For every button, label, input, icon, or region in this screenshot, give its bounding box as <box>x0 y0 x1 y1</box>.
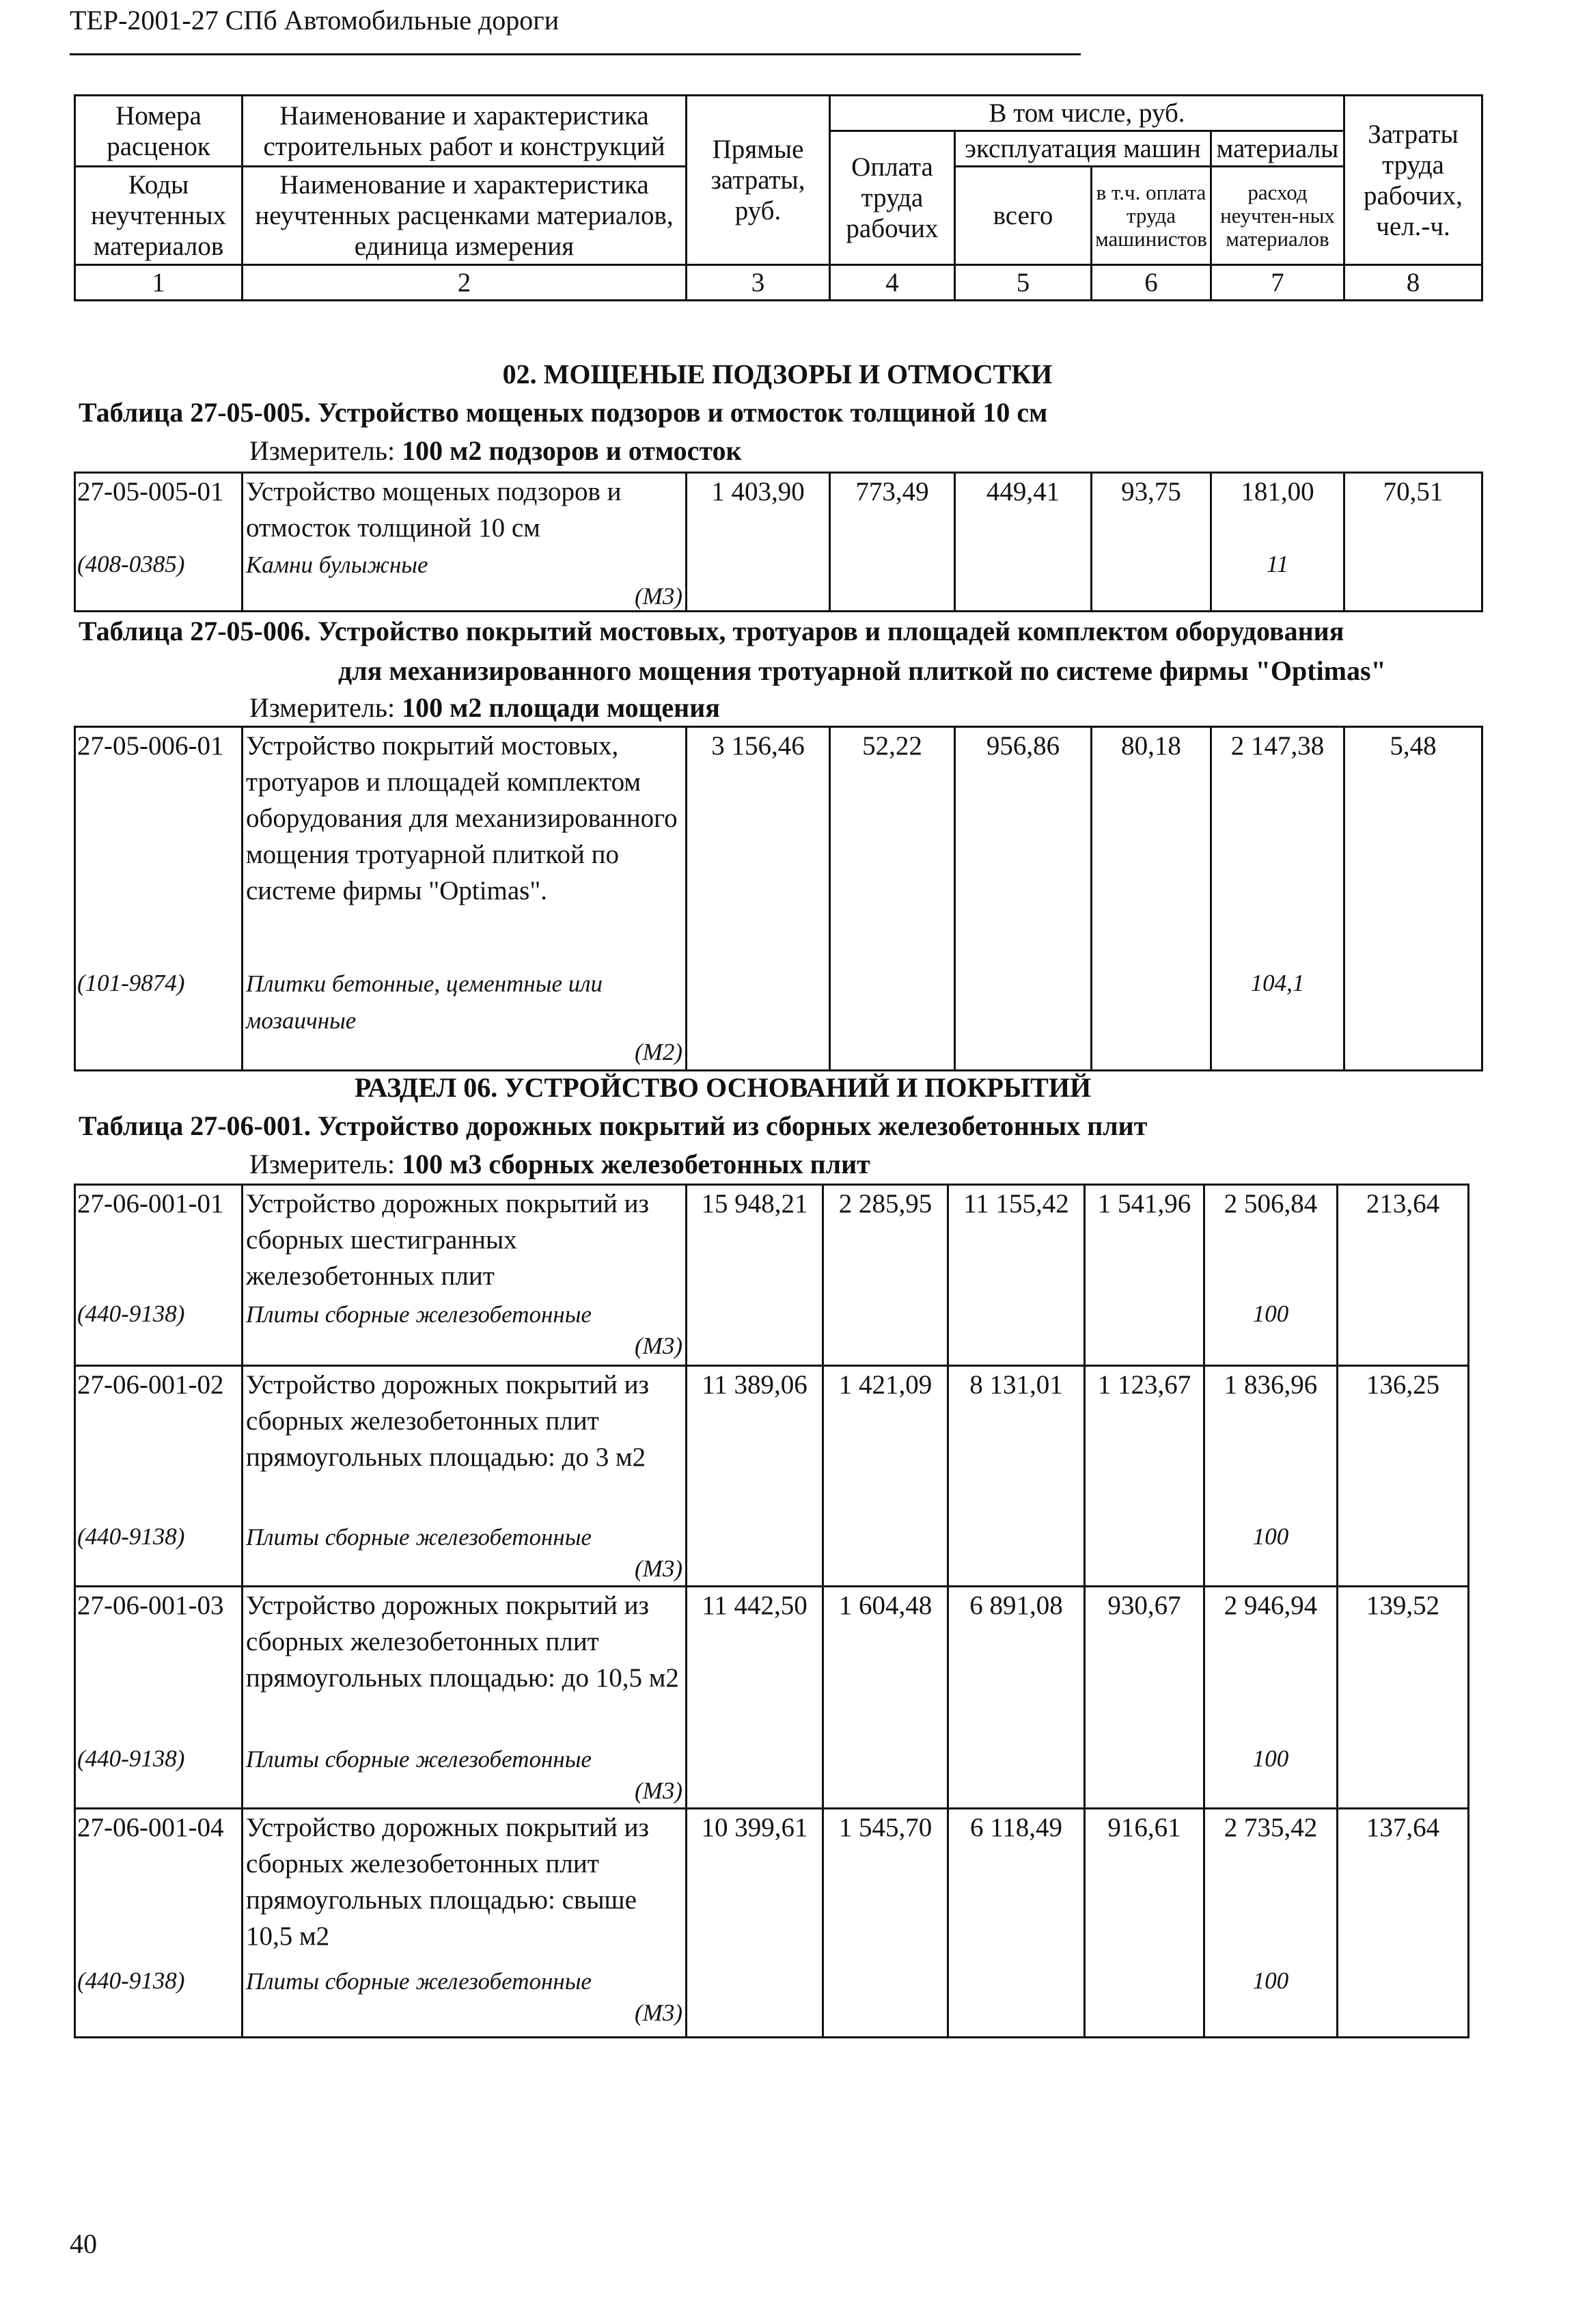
labor-hours: 137,64 <box>1338 1809 1469 1963</box>
labor-cost: 1 421,09 <box>823 1366 948 1518</box>
table-title: Таблица 27-06-001. Устройство дорожных покрытий из сборных железобетонных плит <box>79 1110 1148 1141</box>
header-rule <box>70 53 1081 55</box>
machines-labor: 916,61 <box>1085 1809 1204 1963</box>
material-quantity: 11 <box>1211 546 1344 612</box>
column-header-table <box>74 94 1483 301</box>
col-number: 6 <box>1092 265 1211 301</box>
col8-header: Затраты труда рабочих, чел.-ч. <box>1344 96 1482 265</box>
machines-total: 8 131,01 <box>948 1366 1085 1518</box>
table-row <box>75 1185 1469 1296</box>
material-name: Плитки бетонные, цементные или мозаичные <box>246 970 603 1034</box>
page-header: ТЕР-2001-27 СПб Автомобильные дороги <box>70 5 560 36</box>
labor-hours: 136,25 <box>1338 1366 1469 1518</box>
col2-top-header: Наименование и характеристика строительных работ и конструкций <box>243 96 687 167</box>
section-title: 02. МОЩЕНЫЕ ПОДЗОРЫ И ОТМОСТКИ <box>502 359 1053 389</box>
col5-header: всего <box>955 167 1092 265</box>
machines-labor: 1 541,96 <box>1085 1185 1204 1296</box>
group-header: В том числе, руб. <box>830 96 1344 131</box>
material-unit: (М3) <box>635 583 682 610</box>
machines-total: 449,41 <box>955 473 1092 547</box>
col7-header: расход неучтен-ных материалов <box>1211 167 1344 265</box>
rate-code: 27-06-001-02 <box>75 1366 243 1518</box>
rates-table-27-05-005 <box>74 471 1483 612</box>
material-quantity: 104,1 <box>1211 965 1344 1071</box>
rate-name: Устройство покрытий мостовых, тротуаров и площадей комплектом оборудования для механизированного мощения тротуарной плиткой по системе фирмы "Optimas". <box>243 727 687 965</box>
rate-name: Устройство дорожных покрытий из сборных железобетонных плит прямоугольных площадью: свыше 10,5 м2 <box>243 1809 687 1963</box>
material-row <box>75 1518 1469 1587</box>
measure-line <box>249 435 742 467</box>
labor-hours: 139,52 <box>1338 1587 1469 1740</box>
col-number: 8 <box>1344 265 1482 301</box>
material-name: Плиты сборные железобетонные <box>246 1967 592 1995</box>
materials-header: материалы <box>1211 131 1344 167</box>
col4-header: Оплата труда рабочих <box>830 131 955 265</box>
rate-name: Устройство дорожных покрытий из сборных железобетонных плит прямоугольных площадью: до 3 м2 <box>243 1366 687 1518</box>
material-row <box>75 546 1482 612</box>
material-name: Плиты сборные железобетонные <box>246 1300 592 1328</box>
col3-header: Прямые затраты, руб. <box>687 96 830 265</box>
material-code: (101-9874) <box>75 965 243 1071</box>
material-unit: (М2) <box>635 1038 682 1065</box>
labor-cost: 52,22 <box>830 727 955 965</box>
measure-value: 100 м3 сборных железобетонных плит <box>402 1149 870 1179</box>
direct-cost: 3 156,46 <box>687 727 830 965</box>
rate-code: 27-06-001-04 <box>75 1809 243 1963</box>
labor-cost: 2 285,95 <box>823 1185 948 1296</box>
col-number: 1 <box>75 265 243 301</box>
machines-total: 6 118,49 <box>948 1809 1085 1963</box>
machines-total: 956,86 <box>955 727 1092 965</box>
direct-cost: 10 399,61 <box>687 1809 823 1963</box>
col-number: 3 <box>687 265 830 301</box>
rate-name: Устройство мощеных подзоров и отмосток толщиной 10 см <box>243 473 687 547</box>
material-unit: (М3) <box>635 1777 682 1804</box>
material-code: (440-9138) <box>75 1740 243 1809</box>
table-title: Таблица 27-05-006. Устройство покрытий мостовых, тротуаров и площадей комплектом оборудования <box>79 616 1344 646</box>
labor-cost: 1 545,70 <box>823 1809 948 1963</box>
rate-name: Устройство дорожных покрытий из сборных железобетонных плит прямоугольных площадью: до 10,5 м2 <box>243 1587 687 1740</box>
machines-labor: 93,75 <box>1092 473 1211 547</box>
materials-cost: 2 946,94 <box>1204 1587 1338 1740</box>
col6-header: в т.ч. оплата труда машинистов <box>1092 167 1211 265</box>
measure-line <box>249 692 720 724</box>
table-row <box>75 727 1482 965</box>
material-name: Камни булыжные <box>246 551 428 578</box>
rate-name: Устройство дорожных покрытий из сборных шестигранных железобетонных плит <box>243 1185 687 1296</box>
measure-label: Измеритель: <box>249 435 396 466</box>
direct-cost: 1 403,90 <box>687 473 830 547</box>
material-unit: (М3) <box>635 1999 682 2026</box>
measure-line <box>249 1148 870 1180</box>
material-code: (408-0385) <box>75 546 243 612</box>
direct-cost: 11 389,06 <box>687 1366 823 1518</box>
rates-table-27-05-006 <box>74 726 1483 1071</box>
col-number: 5 <box>955 265 1092 301</box>
machines-header: эксплуатация машин <box>955 131 1211 167</box>
material-unit: (М3) <box>635 1555 682 1582</box>
material-row <box>75 1740 1469 1809</box>
page-number: 40 <box>70 2228 97 2259</box>
material-name: Плиты сборные железобетонные <box>246 1745 592 1773</box>
material-unit: (М3) <box>635 1332 682 1359</box>
rates-table-27-06-001 <box>74 1184 1469 2038</box>
rate-code: 27-06-001-01 <box>75 1185 243 1296</box>
machines-labor: 930,67 <box>1085 1587 1204 1740</box>
table-title-line2: для механизированного мощения тротуарной плиткой по системе фирмы "Optimas" <box>338 655 1386 686</box>
col-number: 2 <box>243 265 687 301</box>
table-title: Таблица 27-05-005. Устройство мощеных подзоров и отмосток толщиной 10 см <box>79 397 1048 428</box>
material-quantity: 100 <box>1204 1740 1338 1809</box>
col1-bottom-header: Коды неучтенных материалов <box>75 167 243 265</box>
machines-labor: 1 123,67 <box>1085 1366 1204 1518</box>
direct-cost: 11 442,50 <box>687 1587 823 1740</box>
table-row <box>75 1587 1469 1740</box>
direct-cost: 15 948,21 <box>687 1185 823 1296</box>
rate-code: 27-05-006-01 <box>75 727 243 965</box>
section-title: РАЗДЕЛ 06. УСТРОЙСТВО ОСНОВАНИЙ И ПОКРЫТИЙ <box>354 1072 1092 1103</box>
table-row <box>75 1809 1469 1963</box>
material-quantity: 100 <box>1204 1518 1338 1587</box>
materials-cost: 1 836,96 <box>1204 1366 1338 1518</box>
table-row <box>75 1366 1469 1518</box>
material-row <box>75 1963 1469 2038</box>
measure-label: Измеритель: <box>249 1149 396 1179</box>
materials-cost: 2 506,84 <box>1204 1185 1338 1296</box>
material-code: (440-9138) <box>75 1296 243 1366</box>
material-code: (440-9138) <box>75 1518 243 1587</box>
material-quantity: 100 <box>1204 1963 1338 2038</box>
material-row <box>75 965 1482 1071</box>
labor-hours: 70,51 <box>1344 473 1482 547</box>
materials-cost: 2 735,42 <box>1204 1809 1338 1963</box>
machines-labor: 80,18 <box>1092 727 1211 965</box>
table-row <box>75 473 1482 547</box>
labor-cost: 773,49 <box>830 473 955 547</box>
material-quantity: 100 <box>1204 1296 1338 1366</box>
col2-bottom-header: Наименование и характеристика неучтенных расценками материалов, единица измерения <box>243 167 687 265</box>
col-number: 7 <box>1211 265 1344 301</box>
col1-top-header: Номера расценок <box>75 96 243 167</box>
materials-cost: 2 147,38 <box>1211 727 1344 965</box>
labor-hours: 213,64 <box>1338 1185 1469 1296</box>
measure-value: 100 м2 подзоров и отмосток <box>402 435 742 466</box>
material-code: (440-9138) <box>75 1963 243 2038</box>
measure-label: Измеритель: <box>249 692 396 723</box>
machines-total: 6 891,08 <box>948 1587 1085 1740</box>
materials-cost: 181,00 <box>1211 473 1344 547</box>
rate-code: 27-05-005-01 <box>75 473 243 547</box>
rate-code: 27-06-001-03 <box>75 1587 243 1740</box>
col-number: 4 <box>830 265 955 301</box>
measure-value: 100 м2 площади мощения <box>402 692 720 723</box>
material-row <box>75 1296 1469 1366</box>
material-name: Плиты сборные железобетонные <box>246 1523 592 1550</box>
labor-cost: 1 604,48 <box>823 1587 948 1740</box>
machines-total: 11 155,42 <box>948 1185 1085 1296</box>
labor-hours: 5,48 <box>1344 727 1482 965</box>
